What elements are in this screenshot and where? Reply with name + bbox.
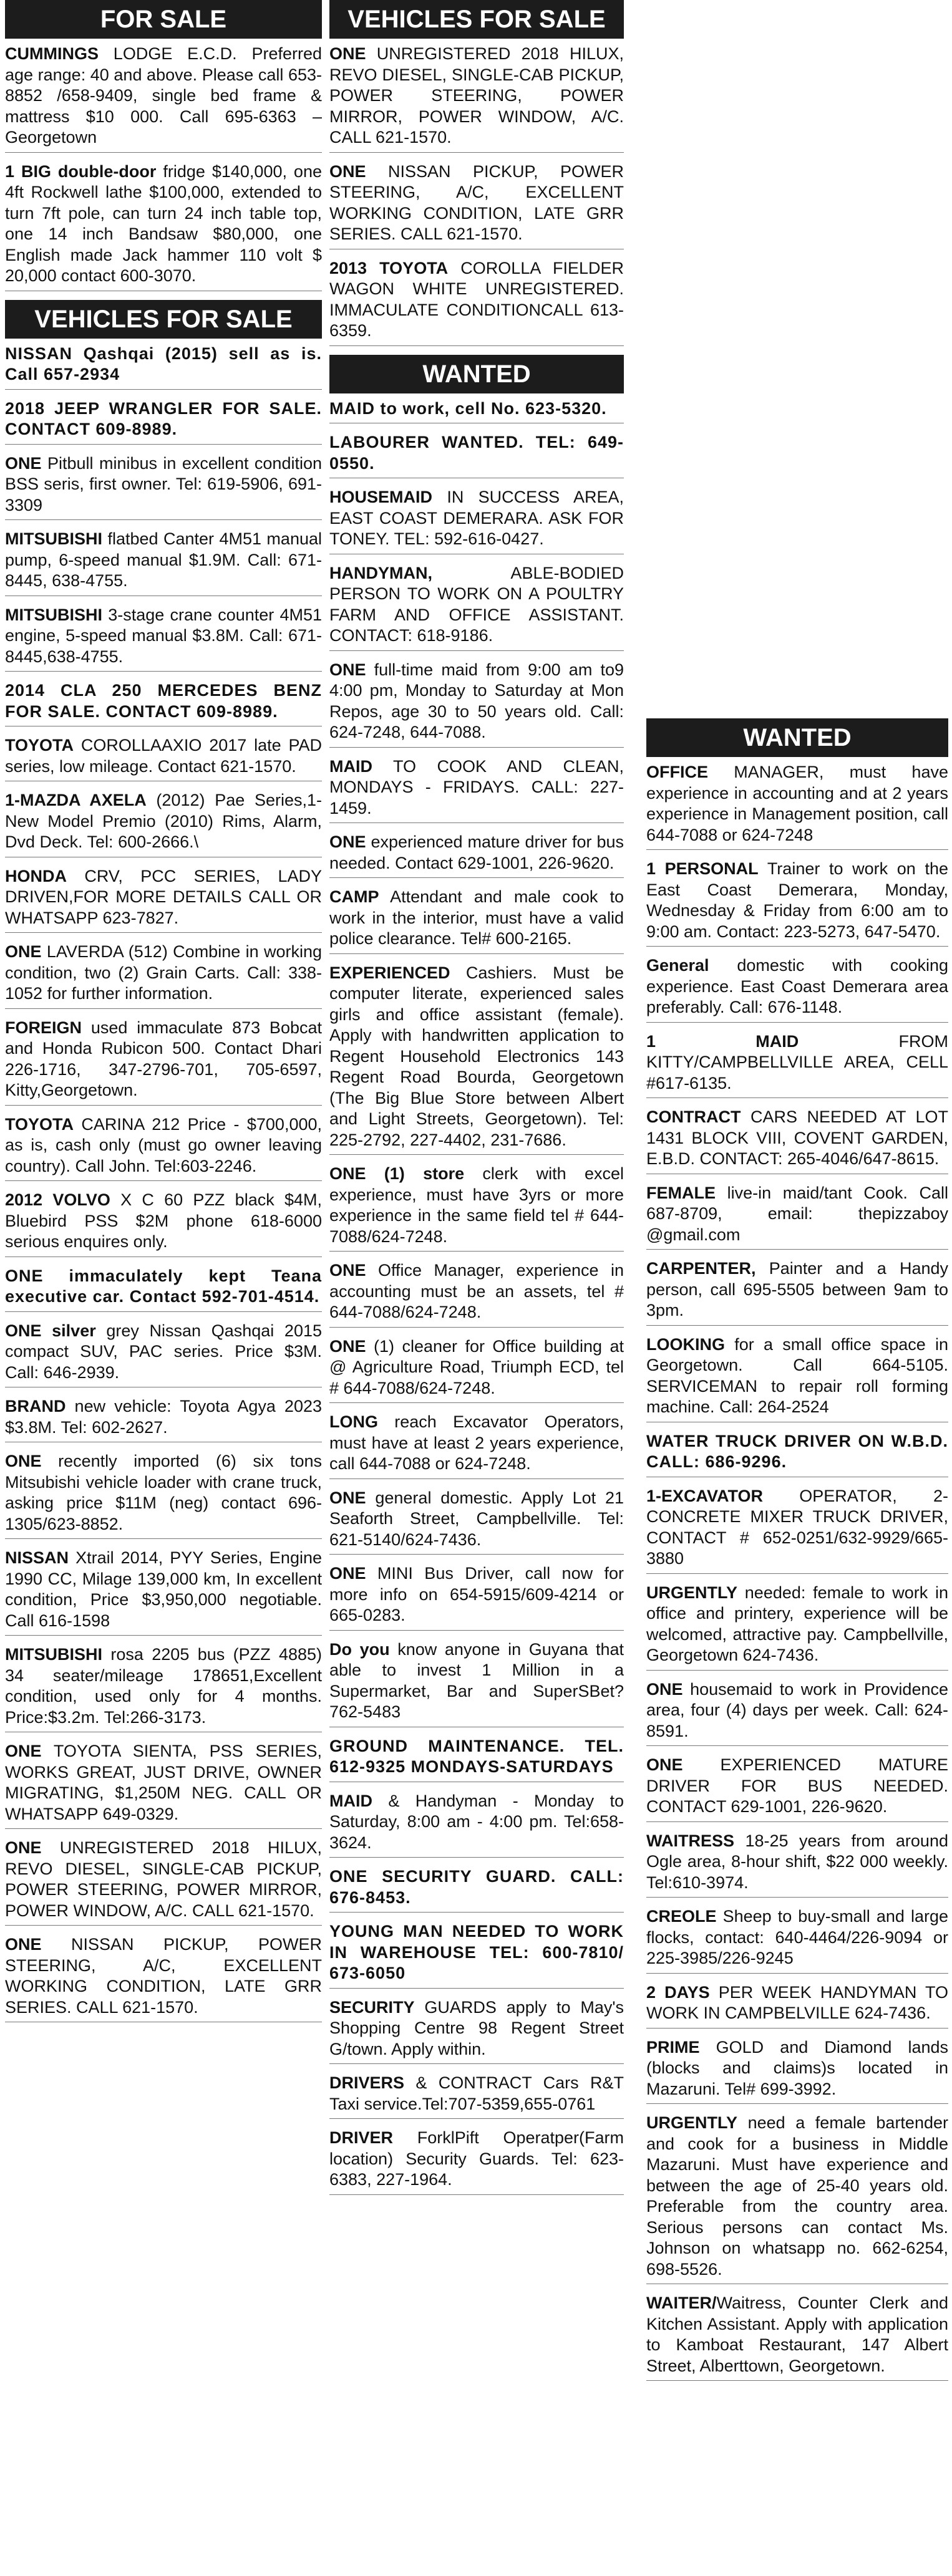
classified-ad <box>5 735 322 781</box>
classified-ad <box>329 963 624 1155</box>
ad-lead: ONE <box>329 44 366 63</box>
ad-lead: 1-EXCAVATOR <box>646 1486 764 1505</box>
ad-body: know anyone in Guyana that able to invest 1 Million in a Supermarket, Bar and SuperSBet? 762-5483 <box>329 1639 624 1721</box>
classified-ad <box>329 487 624 554</box>
ad-body: Painter and a Handy person, call 695-5505 between 9am to 3pm. <box>646 1259 948 1319</box>
ad-body: for a small office space in Georgetown. Call 664-5105. SERVICEMAN to repair roll forming machine. Call: 264-2524 <box>646 1334 948 1416</box>
ad-body: UNREGISTERED 2018 HILUX, REVO DIESEL, SINGLE-CAB PICKUP, POWER STEERING, POWER MIRROR, POWER WINDOW, A/C. CALL 621-1570. <box>5 1838 322 1920</box>
ad-lead: HANDYMAN, <box>329 563 432 582</box>
ad-lead: CREOLE <box>646 1907 717 1926</box>
ad-body: (2012) Pae Series,1- New Model Premio (2010) Rims, Alarm, Dvd Deck. Tel: 600-2666.\ <box>5 791 322 851</box>
ad-lead: URGENTLY <box>646 2113 738 2132</box>
ad-body: & CONTRACT Cars R&T Taxi service.Tel:707-5359,655-0761 <box>329 2073 624 2113</box>
classified-ad <box>646 1183 948 1250</box>
ad-lead: LOOKING <box>646 1334 725 1354</box>
ad-lead: EXPERIENCED <box>329 963 450 982</box>
ad-lead: DRIVER <box>329 2128 394 2147</box>
ad-lead: MITSUBISHI <box>5 1645 103 1664</box>
classified-ad <box>329 1866 624 1913</box>
ad-body: GUARDS apply to May's Shopping Centre 98 Regent Street G/town. Apply within. <box>329 1997 624 2058</box>
classified-ad <box>646 1431 948 1477</box>
classified-ad <box>5 162 322 291</box>
ad-lead: MITSUBISHI <box>5 605 103 624</box>
ad-lead: 2012 VOLVO <box>5 1190 110 1209</box>
classified-ad <box>329 398 624 424</box>
ad-body: COROLLA FIELDER WAGON WHITE UNREGISTERED. IMMACULATE CONDITIONCALL 613-6359. <box>329 258 624 340</box>
classified-ad <box>329 1488 624 1555</box>
classified-ad <box>646 1755 948 1822</box>
classified-ad <box>329 1412 624 1479</box>
ad-body: new vehicle: Toyota Agya 2023 $3.8M. Tel: 602-2627. <box>5 1397 322 1437</box>
ads-vehicles <box>5 344 322 2023</box>
ad-lead: LONG <box>329 1412 378 1431</box>
ad-body: reach Excavator Operators, must have at least 2 years experience, call 644-7088 or 624-7248. <box>329 1412 624 1473</box>
classified-ad <box>5 1266 322 1312</box>
ad-body: used immaculate 873 Bobcat and Honda Rubicon 500. Contact Dhari 226-1716, 347-2796-701, 705-6597, Kitty,Georgetown. <box>5 1018 322 1099</box>
ad-body: Pitbull minibus in excellent condition BSS seris, first owner. Tel: 619-5906, 691-3309 <box>5 453 322 514</box>
classified-ad <box>329 1164 624 1252</box>
classified-ad <box>646 1258 948 1326</box>
classified-ad <box>329 2073 624 2119</box>
ad-body: UNREGISTERED 2018 HILUX, REVO DIESEL, SINGLE-CAB PICKUP, POWER STEERING, POWER MIRROR, POWER WINDOW, A/C. CALL 621-1570. <box>329 44 624 147</box>
ad-lead: 1 PERSONAL <box>646 859 759 878</box>
ad-lead: OFFICE <box>646 763 708 781</box>
classified-ad <box>646 1334 948 1422</box>
ad-body: IN SUCCESS AREA, EAST COAST DEMERARA. ASK FOR TONEY. TEL: 592-616-0427. <box>329 488 624 548</box>
classified-ad <box>329 2128 624 2195</box>
ad-body: ForklPift Operatper(Farm location) Security Guards. Tel: 623-6383, 227-1964. <box>329 2128 624 2189</box>
ad-body: recently imported (6) six tons Mitsubishi vehicle loader with crane truck, asking price $11M (neg) contact 696-1305/623-8852. <box>5 1452 322 1533</box>
ad-body: LODGE E.C.D. Preferred age range: 40 and above. Please call 653-8852 /658-9409, single bed frame & mattress $10 000. Call 695-6363 – Georgetown <box>5 44 322 147</box>
ad-body: live-in maid/tant Cook. Call 687-8709, email: thepizzaboy @gmail.com <box>646 1183 948 1244</box>
classified-ad <box>329 162 624 249</box>
ad-lead: ONE <box>646 1679 683 1699</box>
ad-lead: HONDA <box>5 866 67 885</box>
classified-ad <box>329 1791 624 1858</box>
classified-ad <box>646 1906 948 1974</box>
classified-ad <box>329 1260 624 1328</box>
classified-ad <box>329 756 624 824</box>
ad-lead: ONE <box>5 1935 42 1954</box>
ad-body: Xtrail 2014, PYY Series, Engine 1990 CC, Milage 139,000 km, In excellent condition, Price $3,950,000 negotiable. Call 616-1598 <box>5 1548 322 1630</box>
classified-ad <box>5 1190 322 1257</box>
ad-body: Trainer to work on the East Coast Demerara, Monday, Wednesday & Friday from 6:00 am to 9:00 am. Contact: 223-5273, 647-5470. <box>646 859 948 941</box>
ad-lead: MAID <box>329 756 372 776</box>
ad-lead: ONE <box>329 1261 366 1280</box>
ad-lead: GROUND MAINTENANCE. TEL. 612-9325 MONDAYS-SATURDAYS <box>329 1736 624 1776</box>
classified-ad <box>5 790 322 857</box>
ad-body: full-time maid from 9:00 am to9 4:00 pm, Monday to Saturday at Mon Repos, age 30 to 50 years old. Call: 624-7248, 644-7088. <box>329 660 624 741</box>
ad-body: CARS NEEDED AT LOT 1431 BLOCK VIII, COVENT GARDEN, E.B.D. CONTACT: 265-4046/647-8615. <box>646 1107 948 1168</box>
ad-lead: ONE <box>329 660 366 679</box>
ad-lead: ONE <box>329 1564 366 1583</box>
ad-lead: ONE <box>329 832 366 851</box>
ads-for-sale <box>5 44 322 291</box>
ad-lead: CUMMINGS <box>5 44 99 63</box>
ad-body: CRV, PCC SERIES, LADY DRIVEN,FOR MORE DETAILS CALL OR WHATSAPP 623-7827. <box>5 866 322 927</box>
ad-lead: YOUNG MAN NEEDED TO WORK IN WAREHOUSE TEL: 600-7810/ 673-6050 <box>329 1922 624 1982</box>
ad-lead: TOYOTA <box>5 1114 74 1134</box>
classified-ad <box>5 1838 322 1926</box>
ad-body: needed: female to work in office and printery, experience will be welcomed, attractive pay. Campbellville, Georgetown 624-7436. <box>646 1583 948 1664</box>
ad-body: domestic with cooking experience. East Coast Demerara area preferably. Call: 676-1148. <box>646 956 948 1016</box>
ad-lead: DRIVERS <box>329 2073 405 2092</box>
classified-ad <box>5 398 322 445</box>
classified-ad <box>329 1736 624 1782</box>
classified-ad <box>646 1031 948 1099</box>
ad-body: TO COOK AND CLEAN, MONDAYS - FRIDAYS. CALL: 227-1459. <box>329 756 624 818</box>
section-header-wanted: WANTED <box>329 355 624 393</box>
ad-lead: PRIME <box>646 2037 700 2057</box>
ad-lead: ONE <box>5 1838 42 1857</box>
ad-body: general domestic. Apply Lot 21 Seaforth Street, Campbellville. Tel: 621-5140/624-7436. <box>329 1488 624 1549</box>
ad-body: X C 60 PZZ black $4M, Bluebird PSS $2M phone 618-6000 serious enquires only. <box>5 1190 322 1251</box>
ad-body: fridge $140,000, one 4ft Rockwell lathe $100,000, extended to turn 7ft pole, can turn 24 inch table top, one 14 inch Bandsaw $80,000, one English made Jack hammer 110 volt $ 20,000 contact 600-3070. <box>5 162 322 285</box>
classified-ad <box>5 1451 322 1539</box>
classified-ad <box>329 660 624 748</box>
ad-body: clerk with excel experience, must have 3yrs or more experience in the same field tel # 644-7088/624-7248. <box>329 1164 624 1246</box>
ad-body: housemaid to work in Providence area, four (4) days per week. Call: 624-8591. <box>646 1679 948 1740</box>
classified-ad <box>329 44 624 153</box>
ad-body: (1) cleaner for Office building at @ Agriculture Road, Triumph ECD, tel # 644-7088/624-7248. <box>329 1336 624 1397</box>
ad-lead: 1 BIG double-door <box>5 162 157 181</box>
ad-lead: General <box>646 956 709 975</box>
ad-body: experienced mature driver for bus needed. Contact 629-1001, 226-9620. <box>329 832 624 872</box>
ad-body: Office Manager, experience in accounting must be an assets, tel # 644-7088/624-7248. <box>329 1261 624 1321</box>
ad-lead: ONE <box>5 942 42 961</box>
classified-ad <box>5 942 322 1009</box>
ad-body: CARINA 212 Price - $700,000, as is, cash only (must go owner leaving country). Call John. Tel:603-2246. <box>5 1114 322 1175</box>
ad-body: Waitress, Counter Clerk and Kitchen Assistant. Apply with application to Kamboat Restaurant, 147 Albert Street, Alberttown, Georgetown. <box>646 2294 948 2375</box>
ad-lead: 2018 JEEP WRANGLER FOR SALE. CONTACT 609-8989. <box>5 398 322 438</box>
ad-lead: NISSAN <box>5 1548 69 1567</box>
classified-ad <box>5 1741 322 1829</box>
ad-lead: ONE (1) store <box>329 1164 465 1183</box>
ad-lead: MAID <box>329 1791 372 1810</box>
ad-lead: 2 DAYS <box>646 1982 710 2002</box>
ads-vehicles <box>329 44 624 346</box>
ad-lead: MAID to work, cell No. 623-5320. <box>329 398 607 418</box>
classified-ad <box>646 859 948 947</box>
classified-ad <box>329 887 624 954</box>
classified-ad <box>5 605 322 672</box>
ad-body: OPERATOR, 2- CONCRETE MIXER TRUCK DRIVER, CONTACT # 652-0251/632-9929/665-3880 <box>646 1486 948 1568</box>
ad-lead: FOREIGN <box>5 1018 82 1037</box>
ad-lead: URGENTLY <box>646 1583 738 1602</box>
ad-body: EXPERIENCED MATURE DRIVER FOR BUS NEEDED. CONTACT 629-1001, 226-9620. <box>646 1755 948 1816</box>
classified-ad <box>646 2293 948 2381</box>
ad-body: rosa 2205 bus (PZZ 4885) 34 seater/mileage 178651,Excellent condition, used only for 4 months. Price:$3.2m. Tel:266-3173. <box>5 1645 322 1727</box>
classified-ad <box>646 2037 948 2105</box>
section-header-wanted: WANTED <box>646 718 948 757</box>
section-header-for-sale: FOR SALE <box>5 0 322 39</box>
ad-body: Sheep to buy-small and large flocks, contact: 640-4464/226-9094 or 225-3985/226-9245 <box>646 1907 948 1967</box>
classified-ad <box>329 832 624 878</box>
classified-ad <box>329 1997 624 2065</box>
ad-body: MINI Bus Driver, call now for more info on 654-5915/609-4214 or 665-0283. <box>329 1564 624 1624</box>
classified-ad <box>5 1018 322 1106</box>
ad-lead: 1-MAZDA AXELA <box>5 791 147 809</box>
ad-body: GOLD and Diamond lands (blocks and claims)s located in Mazaruni. Tel# 699-3992. <box>646 2037 948 2098</box>
classified-ad <box>329 432 624 478</box>
classified-ad <box>329 563 624 651</box>
classified-ad <box>5 1548 322 1636</box>
section-header-vehicles: VEHICLES FOR SALE <box>5 300 322 339</box>
classified-ad <box>5 1396 322 1442</box>
ad-body: Attendant and male cook to work in the interior, must have a valid police clearance. Tel# 600-2165. <box>329 887 624 948</box>
ad-lead: ONE immaculately kept Teana executive car. Contact 592-701-4514. <box>5 1266 322 1306</box>
classified-ad <box>646 955 948 1023</box>
ad-lead: HOUSEMAID <box>329 488 433 506</box>
classified-ad <box>5 453 322 521</box>
classified-ad <box>646 1679 948 1747</box>
section-header-vehicles: VEHICLES FOR SALE <box>329 0 624 39</box>
classified-ad <box>5 344 322 390</box>
ad-body: MANAGER, must have experience in accounting and at 2 years experience in Management position, call 644-7088 or 624-7248 <box>646 763 948 844</box>
ad-body: PER WEEK HANDYMAN TO WORK IN CAMPBELVILLE 624-7436. <box>646 1982 949 2022</box>
classified-ad <box>646 1982 948 2028</box>
ad-lead: 1 MAID <box>646 1031 799 1051</box>
ad-body: FROM KITTY/CAMPBELLVILLE AREA, CELL #617-6135. <box>646 1031 948 1093</box>
ad-lead: CAMP <box>329 887 379 906</box>
ad-lead: TOYOTA <box>5 736 74 755</box>
ad-body: need a female bartender and cook for a business in Middle Mazaruni. Must have experience and between the age of 25-40 years old. Preferable from the country area. Serious persons can contact Ms. Johnson on whatsapp no. 662-6254, 698-5526. <box>646 2113 948 2279</box>
ad-lead: Do you <box>329 1639 390 1659</box>
classified-ad <box>5 1321 322 1388</box>
ad-body: ABLE-BODIED PERSON TO WORK ON A POULTRY FARM AND OFFICE ASSISTANT. CONTACT: 618-9186. <box>329 563 624 645</box>
ad-body: NISSAN PICKUP, POWER STEERING, A/C, EXCELLENT WORKING CONDITION, LATE GRR SERIES. CALL 621-1570. <box>329 162 624 243</box>
ad-lead: ONE <box>646 1755 683 1774</box>
classified-ad <box>5 680 322 726</box>
ad-lead: MITSUBISHI <box>5 529 103 548</box>
ad-body: Cashiers. Must be computer literate, experienced sales girls and office assistant (female). Apply with handwritten application to Regent Household Electronics 143 Regent Road Bourda, Georgetown (The Big Blue Store between Albert and Light Streets, Georgetown). Tel: 225-2792, 227-4402, 231-7686. <box>329 963 624 1149</box>
classified-ad <box>329 1921 624 1989</box>
ad-body: & Handyman - Monday to Saturday, 8:00 am - 4:00 pm. Tel:658-3624. <box>329 1791 624 1852</box>
ad-lead: ONE SECURITY GUARD. CALL: 676-8453. <box>329 1867 624 1907</box>
ad-lead: ONE <box>5 1742 42 1760</box>
classified-ad <box>646 2113 948 2284</box>
ad-lead: 2014 CLA 250 MERCEDES BENZ FOR SALE. CONTACT 609-8989. <box>5 681 322 721</box>
ad-body: NISSAN PICKUP, POWER STEERING, A/C, EXCELLENT WORKING CONDITION, LATE GRR SERIES. CALL 621-1570. <box>5 1935 322 2017</box>
ad-body: TOYOTA SIENTA, PSS SERIES, WORKS GREAT, JUST DRIVE, OWNER MIGRATING, $1,250M NEG. CALL OR WHATSAPP 649-0329. <box>5 1742 322 1823</box>
classified-ad <box>5 44 322 153</box>
ad-lead: ONE silver <box>5 1321 96 1340</box>
ad-lead: CARPENTER, <box>646 1259 756 1278</box>
ad-lead: WAITER/ <box>646 2294 717 2312</box>
ad-lead: FEMALE <box>646 1183 716 1202</box>
classified-ad <box>329 258 624 346</box>
classified-ad <box>646 762 948 850</box>
ad-lead: CONTRACT <box>646 1107 741 1126</box>
column-3 <box>646 718 948 2390</box>
classified-ad <box>646 1831 948 1898</box>
ad-lead: ONE <box>329 162 366 181</box>
ad-lead: BRAND <box>5 1397 66 1416</box>
ad-lead: WATER TRUCK DRIVER ON W.B.D. CALL: 686-9296. <box>646 1431 948 1471</box>
classified-ad <box>5 1934 322 2022</box>
classified-ad <box>5 1114 322 1182</box>
ad-body: COROLLAAXIO 2017 late PAD series, low mileage. Contact 621-1570. <box>5 736 322 776</box>
ad-lead: ONE <box>5 1452 42 1470</box>
ad-lead: ONE <box>5 453 42 473</box>
column-2 <box>329 0 624 2204</box>
column-1 <box>5 0 322 2031</box>
classified-ad <box>5 1644 322 1732</box>
classified-ad <box>5 866 322 933</box>
classified-ad <box>646 1583 948 1671</box>
ad-body: 3-stage crane counter 4M51 engine, 5-speed manual $3.8M. Call: 671-8445,638-4755. <box>5 605 322 666</box>
classified-ad <box>646 1107 948 1174</box>
ad-lead: SECURITY <box>329 1997 415 2017</box>
ad-body: 18-25 years from around Ogle area, 8-hour shift, $22 000 weekly. Tel:610-3974. <box>646 1831 948 1892</box>
ads-wanted <box>646 762 948 2381</box>
ad-body: LAVERDA (512) Combine in working condition, two (2) Grain Carts. Call: 338-1052 for further information. <box>5 942 322 1003</box>
ad-lead: ONE <box>329 1488 366 1507</box>
ad-lead: ONE <box>329 1336 366 1356</box>
classified-ad <box>329 1336 624 1404</box>
ad-lead: 2013 TOYOTA <box>329 258 449 277</box>
ad-body: flatbed Canter 4M51 manual pump, 6-speed manual $1.9M. Call: 671-8445, 638-4755. <box>5 529 322 590</box>
classified-ad <box>329 1563 624 1631</box>
ad-lead: NISSAN Qashqai (2015) sell as is. Call 657-2934 <box>5 344 322 384</box>
ads-wanted <box>329 398 624 2195</box>
ad-lead: LABOURER WANTED. TEL: 649-0550. <box>329 433 624 473</box>
ad-lead: WAITRESS <box>646 1831 735 1850</box>
classified-ad <box>646 1486 948 1574</box>
classified-ad <box>329 1639 624 1727</box>
classified-ad <box>5 529 322 596</box>
ad-body: grey Nissan Qashqai 2015 compact SUV, PAC series. Price $3M. Call: 646-2939. <box>5 1321 322 1382</box>
